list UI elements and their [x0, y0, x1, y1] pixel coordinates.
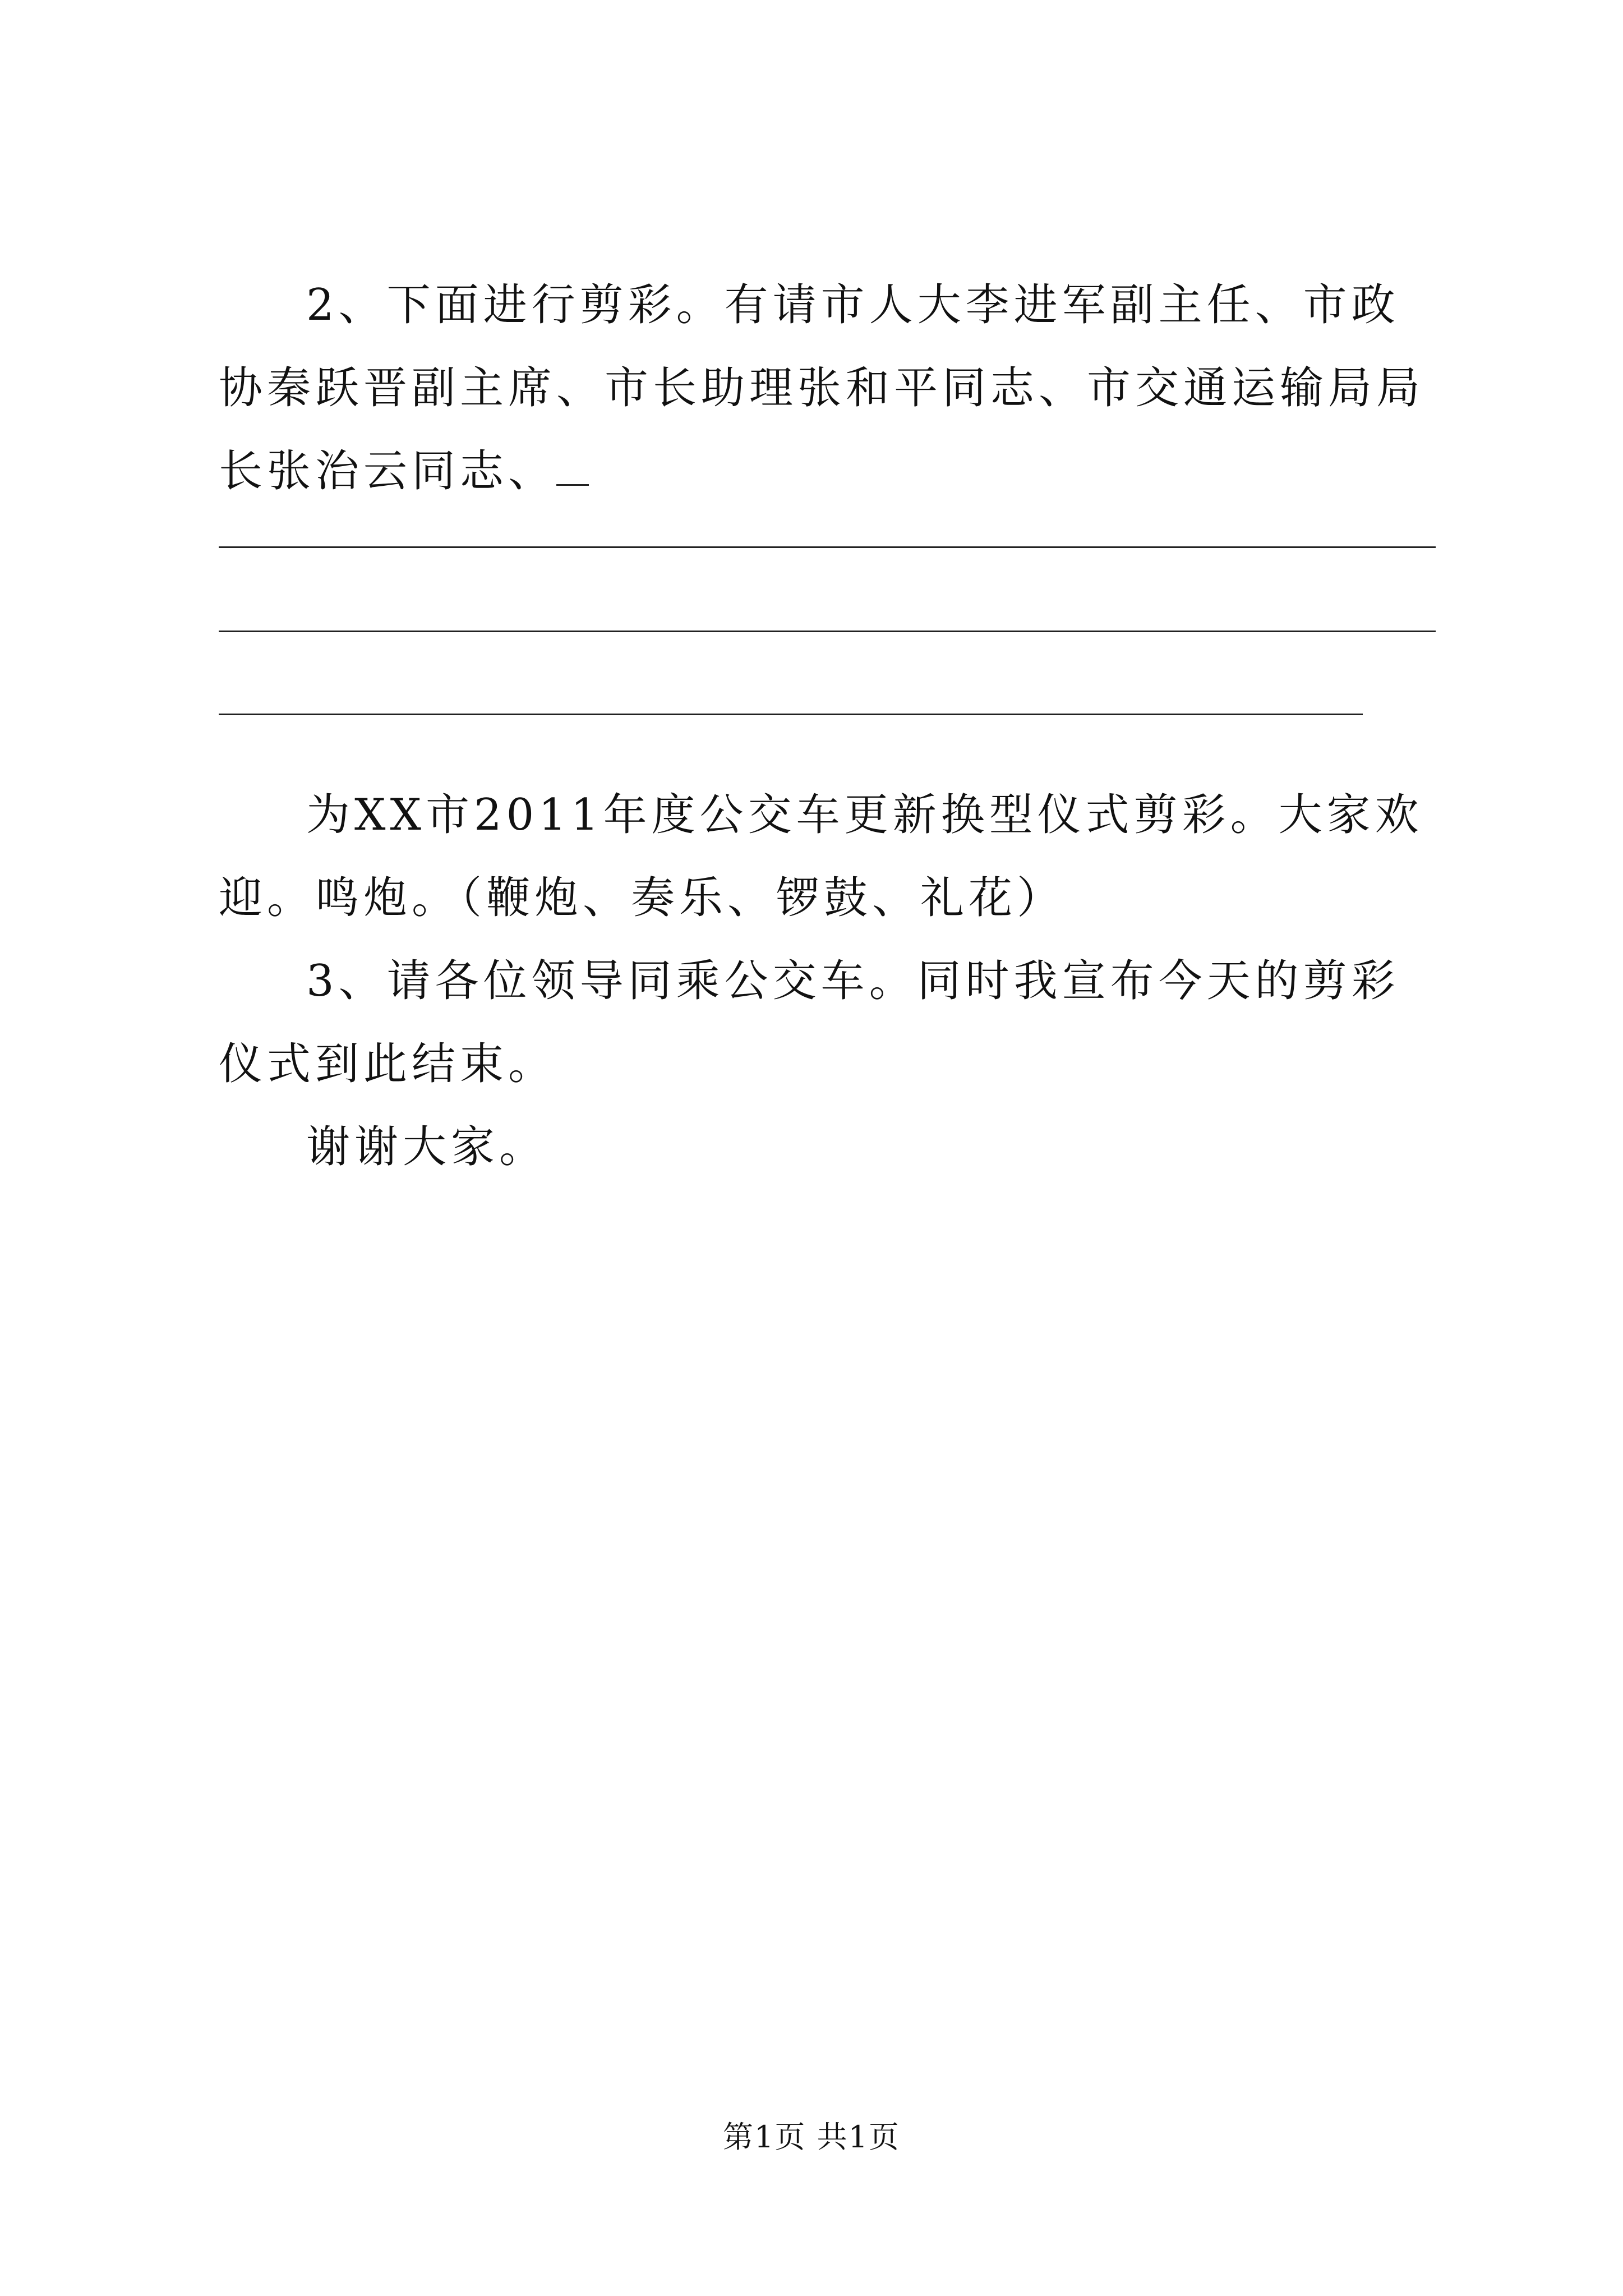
paragraph-closing-announcement: 3、请各位领导同乘公交车。同时我宣布今天的剪彩仪式到此结束。 [219, 956, 1400, 1089]
blank-underline-inline [556, 484, 589, 486]
paragraph-ribbon-cutting-invitation [219, 264, 1436, 513]
page-number-footer: 第1页 共1页 [723, 2119, 900, 2155]
blank-line-3 [219, 714, 1363, 715]
blank-fill-lines [219, 513, 1436, 774]
blank-line-2 [219, 631, 1436, 632]
paragraph-1-text: 2、下面进行剪彩。有请市人大李进军副主任、市政协秦跃晋副主席、市长助理张和平同志、市交通运输局局长张治云同志、 [219, 280, 1425, 496]
document-body [219, 264, 1436, 1189]
paragraph-ceremony-purpose: 为XX市2011年度公交车更新换型仪式剪彩。大家欢迎。鸣炮。（鞭炮、奏乐、锣鼓、礼花） [219, 790, 1423, 923]
blank-line-1 [219, 546, 1436, 548]
paragraph-thanks: 谢谢大家。 [306, 1122, 548, 1172]
